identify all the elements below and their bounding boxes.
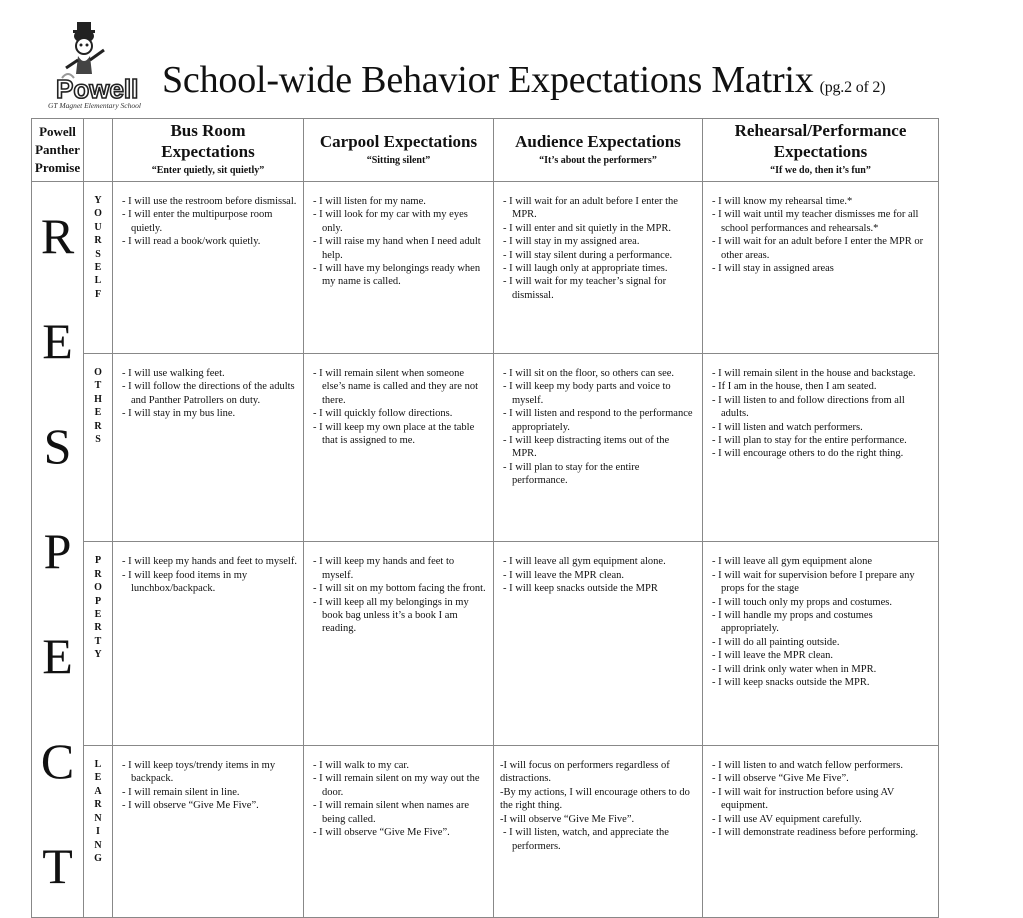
svg-text:Powell: Powell <box>56 74 139 104</box>
expectation-item: - I will keep toys/trendy items in my backpack. <box>119 759 297 786</box>
expectation-item: - I will listen to and watch fellow performers. <box>709 759 932 772</box>
category-letter: R <box>94 420 102 432</box>
expectation-item: - I will remain silent on my way out the door. <box>310 772 487 799</box>
expectation-item: - I will plan to stay for the entire performance. <box>709 434 932 447</box>
expectation-item: - I will keep snacks outside the MPR. <box>709 676 932 689</box>
row-others <box>32 353 939 541</box>
category-letter: F <box>94 288 102 300</box>
column-title: Audience Expectations <box>515 131 681 151</box>
expectation-item: - I will observe “Give Me Five”. <box>709 772 932 785</box>
expectation-item: - I will leave all gym equipment alone <box>709 555 932 568</box>
expectation-item: - I will wait for my teacher’s signal for dismissal. <box>500 275 696 302</box>
expectation-item: - I will keep my body parts and voice to myself. <box>500 380 696 407</box>
category-letter: R <box>94 568 102 580</box>
row-property <box>32 542 939 746</box>
carpool-header <box>304 119 494 182</box>
category-letter: H <box>94 393 102 405</box>
bus-yourself-cell <box>113 182 304 354</box>
column-title: Bus Room Expectations <box>161 121 255 161</box>
category-learning <box>84 746 113 918</box>
expectation-item: - I will remain silent in line. <box>119 786 297 799</box>
expectation-item: - I will stay in assigned areas <box>709 262 932 275</box>
expectation-item: - I will sit on the floor, so others can see. <box>500 367 696 380</box>
category-letter: R <box>94 622 102 634</box>
promise-header-line: Powell <box>39 124 76 139</box>
expectation-item: - I will wait until my teacher dismisses me for all school performances and rehearsals.* <box>709 208 932 235</box>
panther-mascot-logo-icon <box>44 16 160 110</box>
expectation-item: - I will know my rehearsal time.* <box>709 195 932 208</box>
expectation-item: - I will listen and watch performers. <box>709 421 932 434</box>
expectation-item: - I will keep my hands and feet to myself. <box>310 555 487 582</box>
carpool-property-cell <box>304 542 494 746</box>
expectation-item: - I will have my belongings ready when my name is called. <box>310 262 487 289</box>
expectation-item: - I will wait for an adult before I enter the MPR or other areas. <box>709 235 932 262</box>
carpool-learning-cell <box>304 746 494 918</box>
bus-room-header <box>113 119 304 182</box>
expectation-item: - I will use walking feet. <box>119 367 297 380</box>
expectation-item: - I will enter and sit quietly in the MPR. <box>500 222 696 235</box>
expectation-item: - I will remain silent in the house and backstage. <box>709 367 932 380</box>
expectation-item: - I will raise my hand when I need adult help. <box>310 235 487 262</box>
expectation-item: - I will keep my own place at the table that is assigned to me. <box>310 421 487 448</box>
expectation-item: - I will wait for instruction before using AV equipment. <box>709 786 932 813</box>
category-letter: E <box>94 262 102 274</box>
category-letter: L <box>94 275 102 287</box>
category-letter: S <box>95 433 101 445</box>
expectation-item: - I will use AV equipment carefully. <box>709 813 932 826</box>
bus-learning-cell <box>113 746 304 918</box>
bus-others-cell <box>113 353 304 541</box>
respect-letter: P <box>43 523 72 579</box>
expectation-item: - I will stay in my bus line. <box>119 407 297 420</box>
expectation-item: - I will drink only water when in MPR. <box>709 663 932 676</box>
expectation-item: - I will handle my props and costumes appropriately. <box>709 609 932 636</box>
respect-letter: E <box>42 628 73 684</box>
category-others <box>84 353 113 541</box>
expectation-item: - I will wait for an adult before I enter the MPR. <box>500 195 696 222</box>
respect-letter: C <box>40 733 75 789</box>
category-property <box>84 542 113 746</box>
category-letter: A <box>94 785 102 797</box>
expectation-item: - I will encourage others to do the right thing. <box>709 447 932 460</box>
expectation-item: - I will remain silent when names are being called. <box>310 799 487 826</box>
category-letter: N <box>94 839 102 851</box>
respect-letter: R <box>40 208 75 264</box>
category-letter: N <box>94 812 102 824</box>
expectation-item: - I will demonstrate readiness before performing. <box>709 826 932 839</box>
expectation-item: - I will leave the MPR clean. <box>500 569 696 582</box>
expectation-item: - I will keep food items in my lunchbox/backpack. <box>119 569 297 596</box>
expectation-item: - I will walk to my car. <box>310 759 487 772</box>
category-letter: S <box>95 248 101 260</box>
expectation-item: - I will touch only my props and costumes. <box>709 596 932 609</box>
category-letter: U <box>94 221 102 233</box>
column-title: Rehearsal/Performance Expectations <box>734 121 907 161</box>
category-letter: Y <box>94 195 102 206</box>
category-letter: E <box>94 772 102 784</box>
rehearsal-learning-cell <box>703 746 939 918</box>
behavior-matrix-table <box>31 118 939 918</box>
promise-header-line: Panther <box>35 142 80 157</box>
header-row <box>32 119 939 182</box>
expectation-item: - I will plan to stay for the entire performance. <box>500 461 696 488</box>
category-letter: O <box>94 208 102 220</box>
expectation-item: - I will listen for my name. <box>310 195 487 208</box>
row-yourself <box>32 182 939 354</box>
expectation-item: - I will do all painting outside. <box>709 636 932 649</box>
audience-header <box>494 119 703 182</box>
category-letter: P <box>94 595 102 607</box>
bus-property-cell <box>113 542 304 746</box>
expectation-item: - I will enter the multipurpose room quietly. <box>119 208 297 235</box>
page-title <box>162 58 885 110</box>
audience-others-cell <box>494 353 703 541</box>
respect-vertical-word <box>32 182 84 918</box>
expectation-item: - I will leave the MPR clean. <box>709 649 932 662</box>
rehearsal-header <box>703 119 939 182</box>
expectation-item: - I will keep snacks outside the MPR <box>500 582 696 595</box>
category-letter: O <box>94 366 102 378</box>
row-learning <box>32 746 939 918</box>
column-motto: “Sitting silent” <box>366 154 431 166</box>
category-letter: T <box>94 635 102 647</box>
expectation-item: - I will listen and respond to the performance appropriately. <box>500 407 696 434</box>
column-motto: “Enter quietly, sit quietly” <box>151 165 265 176</box>
category-letter: O <box>94 582 102 594</box>
expectation-item: - If I am in the house, then I am seated. <box>709 380 932 393</box>
expectation-item: - I will wait for supervision before I prepare any props for the stage <box>709 569 932 596</box>
expectation-item: - I will look for my car with my eyes only. <box>310 208 487 235</box>
rehearsal-property-cell <box>703 542 939 746</box>
expectation-item: -I will observe “Give Me Five”. <box>500 813 635 825</box>
category-letter: P <box>94 555 102 567</box>
respect-letter: E <box>42 313 73 369</box>
category-letter: G <box>94 852 102 864</box>
expectation-item: - I will listen, watch, and appreciate the performers. <box>500 826 696 853</box>
rehearsal-others-cell <box>703 353 939 541</box>
carpool-others-cell <box>304 353 494 541</box>
expectation-item: - I will remain silent when someone else’s name is called and they are not there. <box>310 367 487 407</box>
column-motto: “If we do, then it’s fun” <box>770 165 871 176</box>
column-motto: “It’s about the performers” <box>539 154 657 166</box>
school-logo <box>44 16 160 110</box>
category-letter: Y <box>94 649 102 661</box>
category-letter: E <box>94 608 102 620</box>
promise-header-line: Promise <box>34 160 81 175</box>
column-title: Carpool Expectations <box>319 131 478 151</box>
audience-learning-cell <box>494 746 703 918</box>
respect-letter: T <box>42 838 73 894</box>
rehearsal-yourself-cell <box>703 182 939 354</box>
expectation-item: -I will focus on performers regardless of distractions. <box>500 760 670 785</box>
expectation-item: - I will use the restroom before dismissal. <box>119 195 297 208</box>
expectation-item: - I will keep all my belongings in my book bag unless it’s a book I am reading. <box>310 596 487 636</box>
expectation-item: - I will observe “Give Me Five”. <box>119 799 297 812</box>
category-letter: R <box>94 235 102 247</box>
expectation-item: - I will observe “Give Me Five”. <box>310 826 487 839</box>
category-header-blank <box>84 119 113 182</box>
expectation-item: - I will keep my hands and feet to myself. <box>119 555 297 568</box>
svg-text:GT Magnet Elementary School: GT Magnet Elementary School <box>48 101 141 110</box>
expectation-item: - I will quickly follow directions. <box>310 407 487 420</box>
respect-letter: S <box>43 418 72 474</box>
expectation-item: - I will stay in my assigned area. <box>500 235 696 248</box>
expectation-item: - I will listen to and follow directions from all adults. <box>709 394 932 421</box>
category-letter: R <box>94 799 102 811</box>
expectation-item: - I will leave all gym equipment alone. <box>500 555 696 568</box>
expectation-item: - I will read a book/work quietly. <box>119 235 297 248</box>
expectation-item: -By my actions, I will encourage others to do the right thing. <box>500 786 690 812</box>
expectation-item: - I will follow the directions of the adults and Panther Patrollers on duty. <box>119 380 297 407</box>
audience-yourself-cell <box>494 182 703 354</box>
category-letter: T <box>94 380 102 392</box>
promise-header <box>32 119 84 182</box>
expectation-item: - I will laugh only at appropriate times. <box>500 262 696 275</box>
carpool-yourself-cell <box>304 182 494 354</box>
category-letter: E <box>94 407 102 419</box>
expectation-item: - I will stay silent during a performance. <box>500 249 696 262</box>
category-letter: I <box>96 826 100 838</box>
title-text: School-wide Behavior Expectations Matrix <box>162 59 814 101</box>
category-yourself <box>84 182 113 354</box>
expectation-item: - I will sit on my bottom facing the front. <box>310 582 487 595</box>
audience-property-cell <box>494 542 703 746</box>
page-number-note: (pg.2 of 2) <box>819 79 886 96</box>
expectation-item: - I will keep distracting items out of the MPR. <box>500 434 696 461</box>
category-letter: L <box>94 759 102 771</box>
